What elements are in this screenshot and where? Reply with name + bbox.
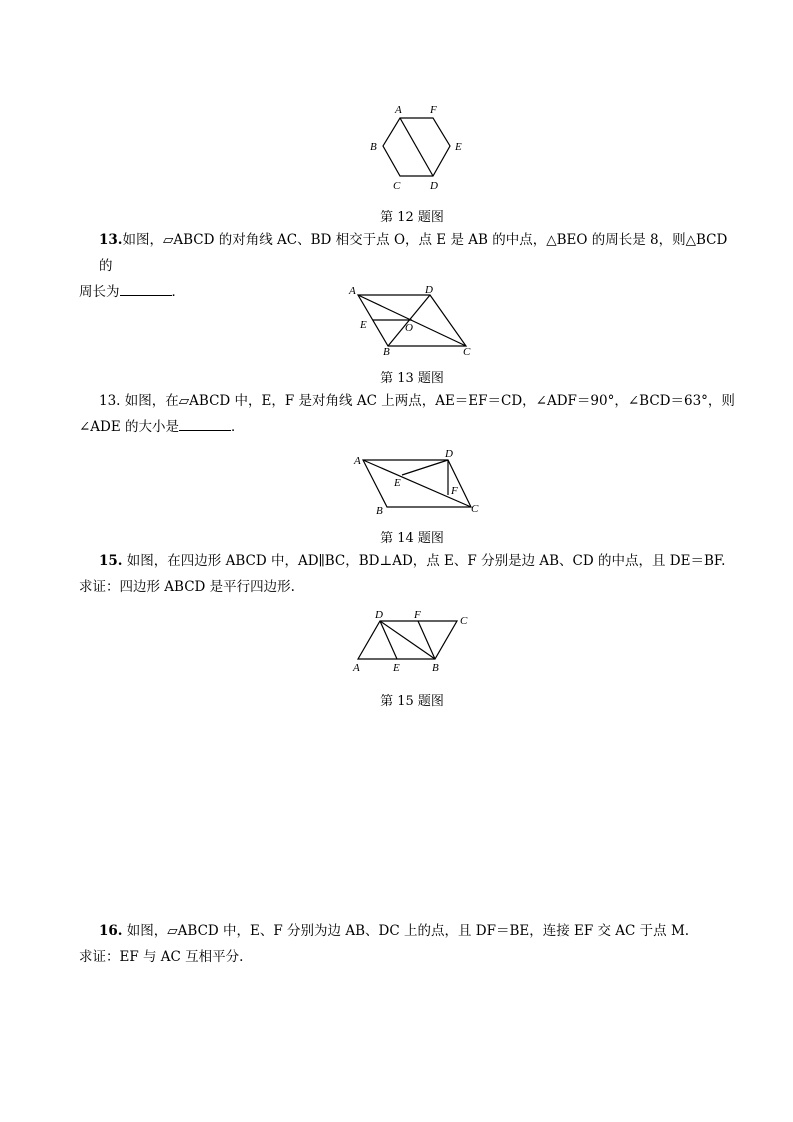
problem-text-line1: 如图，在▱ABCD 中，E，F 是对角线 AC 上两点，AE＝EF＝CD，∠ADF＝90°，∠BCD＝63°，则 [120, 393, 735, 409]
label-f: F [414, 609, 421, 621]
label-b: B [376, 505, 383, 517]
label-f: F [430, 104, 437, 116]
caption-fig-14: 第 14 题图 [380, 531, 444, 546]
label-o: O [405, 322, 413, 334]
problem-15 [79, 548, 739, 600]
label-c: C [463, 346, 471, 357]
label-d: D [375, 609, 383, 621]
figure-13 [345, 282, 480, 357]
answer-blank[interactable] [120, 283, 172, 296]
label-b: B [383, 346, 390, 357]
problem-text-line1: 如图，▱ABCD 中，E、F 分别为边 AB、DC 上的点，且 DF＝BE，连接 EF 交 AC 于点 M. [122, 923, 690, 939]
diagonal-ad [400, 118, 433, 176]
problem-number: 13. [99, 393, 121, 409]
problem-16 [79, 918, 739, 970]
label-e: E [360, 319, 367, 331]
label-c: C [460, 615, 468, 627]
problem-text-line2: 求证：EF 与 AC 互相平分. [79, 949, 244, 965]
segment-de [402, 460, 448, 475]
label-d: D [425, 284, 433, 296]
label-b: B [432, 662, 439, 674]
label-a: A [395, 104, 402, 116]
diagonal-ac [363, 460, 471, 507]
answer-blank[interactable] [179, 418, 231, 431]
label-d: D [430, 180, 438, 192]
problem-text-line2: 求证：四边形 ABCD 是平行四边形. [79, 579, 295, 595]
label-b: B [370, 141, 377, 153]
figure-14 [350, 446, 485, 518]
figure-12 [365, 100, 475, 195]
label-f: F [451, 485, 458, 497]
label-e: E [455, 141, 462, 153]
label-a: A [353, 662, 360, 674]
problem-text-end: ． [171, 284, 185, 300]
caption-fig-15: 第 15 题图 [380, 694, 444, 709]
label-e: E [393, 662, 400, 674]
figure-15 [345, 606, 480, 678]
caption-fig-13: 第 13 题图 [380, 371, 444, 386]
problem-text-line2: 周长为 [79, 284, 120, 300]
problem-number: 16. [99, 923, 123, 939]
problem-text-end: ． [231, 419, 245, 435]
caption-fig-12: 第 12 题图 [380, 210, 444, 225]
label-c: C [471, 503, 479, 515]
label-e: E [394, 477, 401, 489]
label-c: C [393, 180, 401, 192]
problem-text-line1: 如图，在四边形 ABCD 中，AD∥BC，BD⊥AD，点 E、F 分别是边 AB、CD 的中点，且 DE＝BF. [122, 553, 726, 569]
problem-number: 15. [99, 553, 123, 569]
label-d: D [445, 448, 453, 460]
label-a: A [349, 285, 356, 297]
problem-13b [79, 388, 739, 440]
problem-text-line1: 如图，▱ABCD 的对角线 AC、BD 相交于点 O，点 E 是 AB 的中点，△BEO 的周长是 8，则△BCD 的 [99, 232, 728, 274]
problem-text-line2: ∠ADE 的大小是 [79, 419, 180, 435]
problem-number: 13. [99, 232, 123, 248]
label-a: A [354, 455, 361, 467]
